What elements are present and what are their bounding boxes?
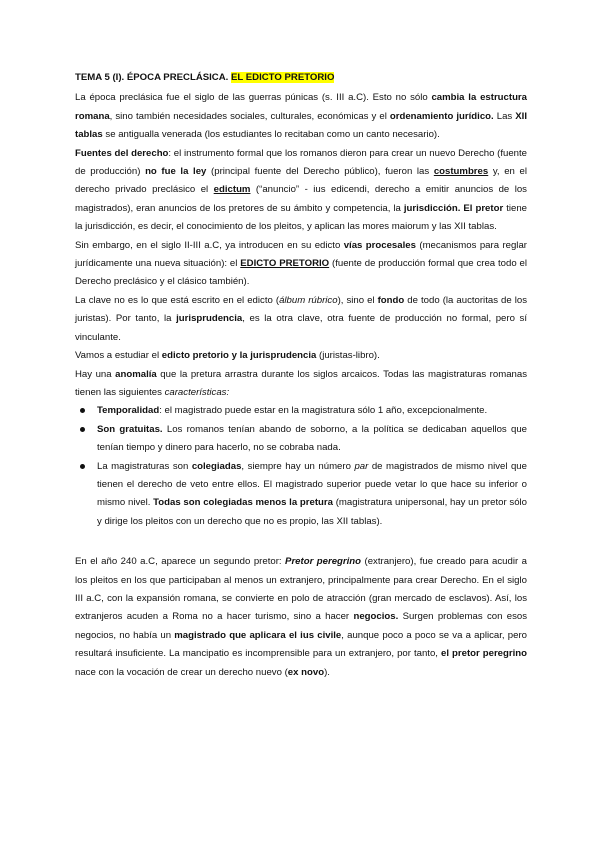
- bold-term: XII tablas: [75, 110, 527, 141]
- title-highlight: EL EDICTO PRETORIO: [231, 72, 335, 83]
- bold-term: Temporalidad: [97, 405, 160, 417]
- bold-term: ordenamiento jurídico.: [389, 110, 494, 122]
- list-item: La magistraturas son colegiadas, siempre hay un número par de magistrados de mismo nivel que tienen el derecho de veto entre ellos. El magistrado superior puede vetar lo que hace su inferior o mismo nivel. Todas son colegiadas menos la pretura (magistratura unipersonal, hay un pretor sólo y dirige los pleitos con un derecho que no es propio, las XII tablas).: [75, 458, 527, 532]
- paragraph-edict: Sin embargo, en el siglo II-III a.C, ya introducen en su edicto vías procesales (mecanismos para reglar jurídicamente una nueva situación): el EDICTO PRETORIO (fuente de producción formal que crea todo el Derecho preclásico y el clásico también).: [75, 239, 527, 288]
- bold-term: edicto pretorio y la jurisprudencia: [161, 350, 317, 362]
- bold-term: vías procesales: [343, 239, 416, 251]
- list-item: Son gratuitas. Los romanos tenían abando de soborno, a la política se dedicaban aquellos que tenían tiempo y dinero para hacerlo, no se cobraba nada.: [75, 421, 527, 458]
- paragraph-gap: [75, 531, 527, 553]
- bold-term: magistrado que aplicara el ius civile: [174, 629, 342, 641]
- bold-term: fondo: [377, 294, 405, 306]
- paragraph-anomaly: Hay una anomalía que la pretura arrastra durante los siglos arcaicos. Todas las magistraturas romanas tienen las siguientes características:: [75, 368, 527, 398]
- paragraph-sources: Fuentes del derecho: el instrumento formal que los romanos dieron para crear un nuevo Derecho (fuente de producción) no fue la ley (principal fuente del Derecho público), fueron las costumbres y, en el derecho privado preclásico el edictum (“anuncio” - ius edicendi, derecho a emitir anuncios de los magistrados), eran anuncios de los pretores de su ámbito y competencia, la jurisdicción. El pretor tiene la jurisdicción, es decir, el conocimiento de los pleitos, y aplican las mores maiorum y las XII tablas.: [75, 147, 528, 233]
- italic-term: características:: [164, 386, 230, 398]
- bold-term: ex novo: [287, 666, 325, 678]
- paragraph-intro: La época preclásica fue el siglo de las guerras púnicas (s. III a.C). Esto no sólo cambia la estructura romana, sino también necesidades sociales, culturales, económicas y el ordenamiento jurídico. Las XII tablas se antigualla venerada (los estudiantes lo recitaban como un canto necesario).: [75, 92, 527, 141]
- characteristics-list: [75, 402, 527, 531]
- bold-term: cambia la estructura romana: [75, 92, 527, 122]
- bold-term: Son gratuitas.: [97, 423, 163, 435]
- underlined-term: costumbres: [433, 166, 489, 178]
- bold-term: El pretor: [463, 202, 504, 214]
- paragraph-study: Vamos a estudiar el edicto pretorio y la jurisprudencia (juristas-libro).: [75, 350, 380, 362]
- bold-term: colegiadas: [191, 460, 242, 472]
- bold-term: no fue la ley: [145, 166, 207, 178]
- italic-term: par: [354, 460, 369, 472]
- document-body: [75, 69, 527, 682]
- bold-term: jurisprudencia: [176, 313, 243, 325]
- paragraph-key: La clave no es lo que está escrito en el edicto (álbum rúbrico), sino el fondo de todo (la auctoritas de los juristas). Por tanto, la jurisprudencia, es la otra clave, otra fuente de producción no formal, pero sí vinculante.: [75, 294, 528, 343]
- paragraph-peregrine: En el año 240 a.C, aparece un segundo pretor: Pretor peregrino (extranjero), fue creado para acudir a los pleitos en los que participaban al menos un extranjero, principalmente para crear Derecho. En el siglo III a.C, con la expansión romana, se convierte en polo de atracción (gran mercado de esclavos). Así, los extranjeros acuden a Roma no a hacer turismo, sino a hacer negocios. Surgen problemas con esos negocios, no había un magistrado que aplicara el ius civile, aunque poco a poco se va a aplicar, pero resultará insuficiente. La mancipatio es incomprensible para un extranjero, por tanto, el pretor peregrino nace con la vocación de crear un derecho nuevo (ex novo).: [75, 556, 528, 678]
- bold-term: Fuentes del derecho: [75, 147, 169, 159]
- bold-italic-term: Pretor peregrino: [285, 556, 362, 568]
- underlined-term: edictum: [213, 184, 251, 196]
- title-prefix: TEMA 5 (I). ÉPOCA PRECLÁSICA.: [75, 72, 231, 83]
- underlined-term: EDICTO PRETORIO: [240, 258, 330, 270]
- italic-term: álbum rúbrico: [279, 294, 338, 306]
- bold-term: Todas son colegiadas menos la pretura: [153, 497, 333, 509]
- bold-term: jurisdicción.: [403, 202, 461, 214]
- bold-term: el pretor peregrino: [441, 648, 528, 660]
- document-title: [75, 69, 527, 87]
- bold-term: negocios.: [353, 611, 399, 623]
- bold-term: anomalía: [115, 368, 157, 380]
- list-item: Temporalidad: el magistrado puede estar en la magistratura sólo 1 año, excepcionalmente.: [75, 402, 527, 420]
